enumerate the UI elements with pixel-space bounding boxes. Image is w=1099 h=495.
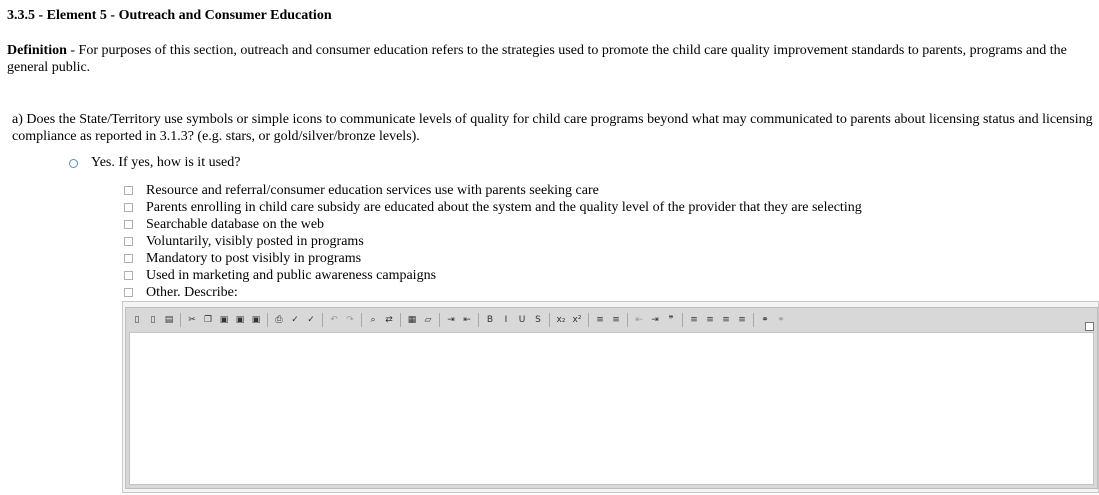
toolbar-separator — [753, 313, 754, 327]
cut-icon[interactable]: ✂ — [188, 315, 196, 325]
checklist-item[interactable] — [124, 250, 862, 267]
spellcheck-icon[interactable]: ✓ — [291, 315, 299, 325]
yes-option-label: Yes. If yes, how is it used? — [91, 155, 241, 170]
checklist-item[interactable] — [124, 233, 862, 250]
section-title: 3.3.5 - Element 5 - Outreach and Consumer Education — [7, 8, 332, 23]
unordered-list-icon[interactable]: ≡ — [612, 315, 620, 325]
strike-icon[interactable]: S — [535, 315, 541, 325]
justify-icon[interactable]: ≡ — [738, 315, 746, 325]
definition-text: - For purposes of this section, outreach and consumer education refers to the strategies used to promote the child care quality improvement standards to parents, programs and the general public. — [7, 43, 1067, 75]
new-doc-icon[interactable]: ▯ — [134, 315, 140, 325]
checkbox[interactable] — [124, 237, 133, 246]
blockquote-icon[interactable]: ❞ — [668, 315, 674, 325]
yes-radio[interactable] — [69, 159, 78, 168]
checklist-item-label: Other. Describe: — [146, 284, 238, 300]
ordered-list-icon[interactable]: ≡ — [596, 315, 604, 325]
preview-icon[interactable]: ▯ — [150, 315, 156, 325]
spellcheck-menu-icon[interactable]: ✓ — [307, 315, 315, 325]
replace-icon[interactable]: ⇄ — [385, 315, 393, 325]
toolbar-separator — [682, 313, 683, 327]
question-a-text: a) Does the State/Territory use symbols or simple icons to communicate levels of quality for child care programs beyond what may communicated to parents about licensing status and licensing compliance as reported in 3.1.3? (e.g. stars, or gold/silver/bronze levels). — [12, 112, 1093, 144]
toolbar-separator — [361, 313, 362, 327]
ltr-icon[interactable]: ⇥ — [447, 315, 455, 325]
toolbar-separator — [180, 313, 181, 327]
editor-toolbar — [129, 311, 789, 329]
describe-text-area[interactable] — [129, 332, 1094, 485]
subscript-icon[interactable]: x₂ — [556, 315, 566, 325]
definition-paragraph — [7, 42, 1099, 76]
checklist-item[interactable] — [124, 284, 862, 301]
checklist-item[interactable] — [124, 216, 862, 233]
unlink-icon[interactable]: ⚭ — [777, 315, 785, 325]
redo-icon[interactable]: ↷ — [346, 315, 354, 325]
bold-icon[interactable]: B — [486, 315, 494, 325]
toolbar-separator — [627, 313, 628, 327]
checklist-item-label: Parents enrolling in child care subsidy are educated about the system and the quality level of the provider that they are selecting — [146, 199, 862, 215]
outdent-icon[interactable]: ⇤ — [635, 315, 643, 325]
maximize-icon[interactable] — [1085, 322, 1094, 331]
rich-text-editor — [125, 307, 1098, 489]
align-center-icon[interactable]: ≡ — [706, 315, 714, 325]
toolbar-separator — [322, 313, 323, 327]
checklist-item[interactable] — [124, 199, 862, 216]
italic-icon[interactable]: I — [504, 315, 508, 325]
checkbox[interactable] — [124, 254, 133, 263]
underline-icon[interactable]: U — [518, 315, 526, 325]
print-icon[interactable]: ⎙ — [275, 315, 283, 325]
yes-option[interactable] — [69, 155, 240, 171]
toolbar-separator — [478, 313, 479, 327]
checkbox[interactable] — [124, 288, 133, 297]
toolbar-separator — [549, 313, 550, 327]
undo-icon[interactable]: ↶ — [330, 315, 338, 325]
checklist-item[interactable] — [124, 182, 862, 199]
align-right-icon[interactable]: ≡ — [722, 315, 730, 325]
superscript-icon[interactable]: x² — [572, 315, 582, 325]
definition-label: Definition — [7, 43, 67, 58]
usage-checklist — [124, 182, 862, 301]
paste-text-icon[interactable]: ▣ — [235, 315, 245, 325]
indent-icon[interactable]: ⇥ — [651, 315, 659, 325]
image-icon[interactable]: ▱ — [424, 315, 432, 325]
checkbox[interactable] — [124, 271, 133, 280]
rtl-icon[interactable]: ⇤ — [463, 315, 471, 325]
checklist-item-label: Mandatory to post visibly in programs — [146, 250, 362, 266]
toolbar-separator — [588, 313, 589, 327]
checklist-item-label: Searchable database on the web — [146, 216, 325, 232]
checklist-item-label: Resource and referral/consumer education services use with parents seeking care — [146, 182, 599, 198]
template-icon[interactable]: ▤ — [164, 315, 174, 325]
toolbar-separator — [267, 313, 268, 327]
paste-word-icon[interactable]: ▣ — [251, 315, 261, 325]
checkbox[interactable] — [124, 220, 133, 229]
checkbox[interactable] — [124, 186, 133, 195]
toolbar-separator — [439, 313, 440, 327]
table-icon[interactable]: ▦ — [407, 315, 417, 325]
checklist-item[interactable] — [124, 267, 862, 284]
paste-icon[interactable]: ▣ — [219, 315, 229, 325]
find-icon[interactable]: ⌕ — [370, 315, 376, 325]
align-left-icon[interactable]: ≡ — [690, 315, 698, 325]
copy-icon[interactable]: ❐ — [203, 315, 213, 325]
checkbox[interactable] — [124, 203, 133, 212]
link-icon[interactable]: ⚭ — [761, 315, 769, 325]
toolbar-separator — [400, 313, 401, 327]
checklist-item-label: Voluntarily, visibly posted in programs — [146, 233, 364, 249]
checklist-item-label: Used in marketing and public awareness campaigns — [146, 267, 437, 283]
